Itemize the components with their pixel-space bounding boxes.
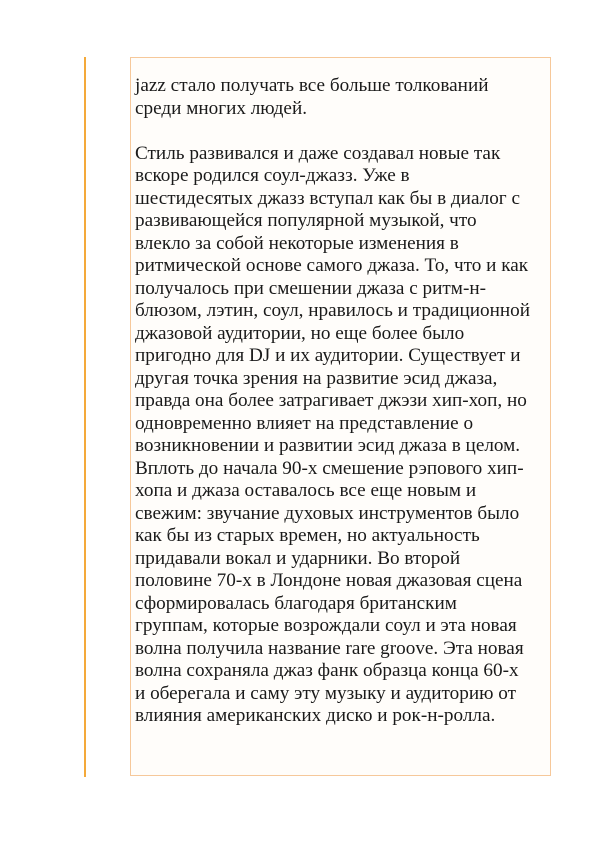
text-line: вскоре родился соул-джазз. Уже в bbox=[135, 165, 410, 186]
text-line: волна сохраняла джаз фанк образца конца 60-х bbox=[135, 660, 519, 681]
text-line: блюзом, лэтин, соул, нравилось и традиционной bbox=[135, 300, 531, 321]
paragraph-gap bbox=[135, 120, 555, 143]
text-line: шестидесятых джазз вступал как бы в диалог с bbox=[135, 187, 520, 209]
text-line: возникновении и развитии эсид джаза в целом. bbox=[135, 435, 521, 456]
text-line: получалось при смешении джаза с ритм-н- bbox=[135, 277, 486, 299]
text-line: влекло за собой некоторые изменения в bbox=[135, 232, 459, 254]
text-line: Стиль развивался и даже создавал новые так bbox=[135, 142, 501, 164]
text-line: влияния американских диско и рок-н-ролла. bbox=[135, 705, 496, 726]
text-line: как бы из старых времен, но актуальность bbox=[135, 525, 480, 546]
text-line: волна получила название rare groove. Эта новая bbox=[135, 637, 524, 659]
text-line: ритмической основе самого джаза. То, что и как bbox=[135, 255, 529, 276]
text-line: другая точка зрения на развитие эсид джаза, bbox=[135, 367, 498, 389]
text-line: и оберегала и саму эту музыку и аудиторию от bbox=[135, 682, 516, 704]
text-line: пригодно для DJ и их аудитории. Существует и bbox=[135, 345, 521, 366]
text-line: развивающейся популярной музыкой, что bbox=[135, 210, 477, 231]
text-line: одновременно влияет на представление о bbox=[135, 412, 474, 434]
paragraph-2 bbox=[135, 143, 555, 728]
text-line: джазовой аудитории, но еще более было bbox=[135, 322, 465, 344]
text-line: половине 70-х в Лондоне новая джазовая сцена bbox=[135, 570, 523, 591]
text-line: сформировалась благодаря британским bbox=[135, 592, 457, 614]
text-line: jazz стало получать все больше толкований bbox=[135, 75, 489, 96]
text-line: придавали вокал и ударники. Во второй bbox=[135, 547, 461, 569]
text-line: среди многих людей. bbox=[135, 97, 308, 119]
text-frame bbox=[130, 57, 551, 776]
text-line: правда она более затрагивает джэзи хип-хоп, но bbox=[135, 390, 527, 411]
text-line: хопа и джаза оставалось все еще новым и bbox=[135, 480, 477, 501]
text-line: группам, которые возрождали соул и эта новая bbox=[135, 615, 517, 636]
text-line: свежим: звучание духовых инструментов было bbox=[135, 502, 520, 524]
paragraph-1 bbox=[135, 75, 555, 120]
text-line: Вплоть до начала 90-х смешение рэпового хип- bbox=[135, 457, 524, 479]
body-text bbox=[135, 75, 555, 728]
margin-rule bbox=[84, 57, 86, 777]
